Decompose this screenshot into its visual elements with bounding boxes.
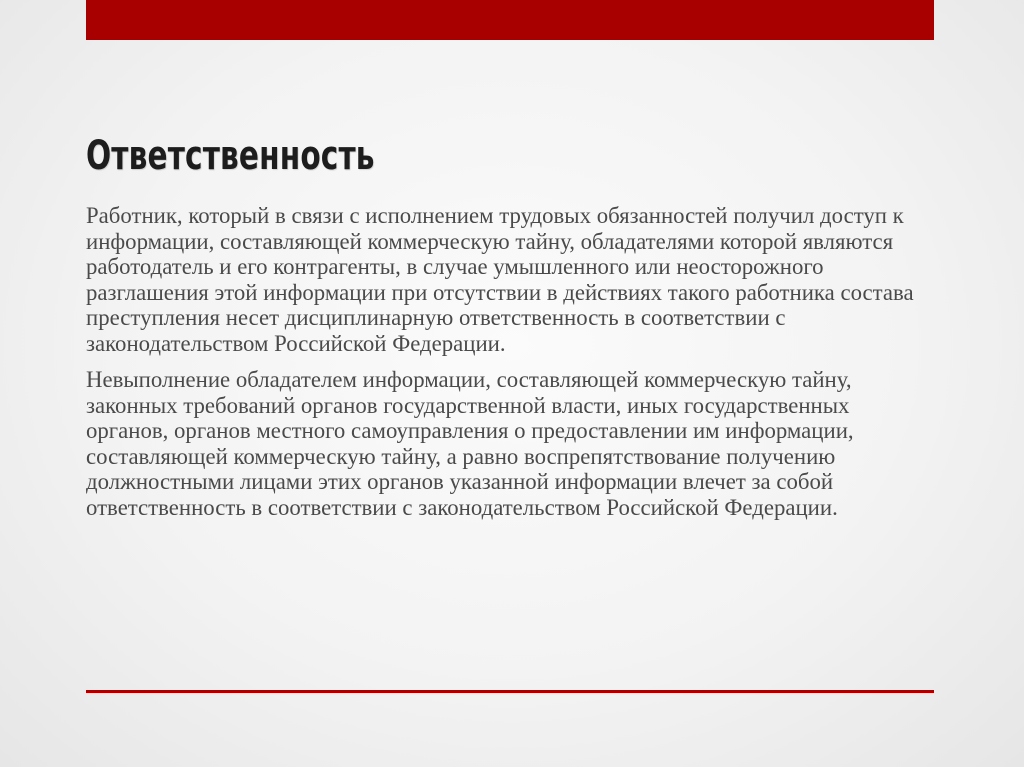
slide-title: Ответственность — [86, 133, 375, 179]
slide-body — [86, 203, 926, 531]
top-accent-bar — [86, 0, 934, 40]
paragraph-1: Работник, который в связи с исполнением трудовых обязанностей получил доступ к информации, составляющей коммерческую тайну, обладателями которой являются работодатель и его контрагенты, в случае умышленного или неосторожного разглашения этой информации при отсутствии в действиях такого работника состава преступления несет дисциплинарную ответственность в соответствии с законодательством Российской Федерации. — [86, 203, 914, 356]
bottom-accent-rule — [86, 690, 934, 693]
paragraph-2: Невыполнение обладателем информации, составляющей коммерческую тайну, законных требований органов государственной власти, иных государственных органов, органов местного самоуправления о предоставлении им информации, составляющей коммерческую тайну, а равно воспрепятствование получению должностными лицами этих органов указанной информации влечет за собой ответственность в соответствии с законодательством Российской Федерации. — [86, 367, 854, 520]
